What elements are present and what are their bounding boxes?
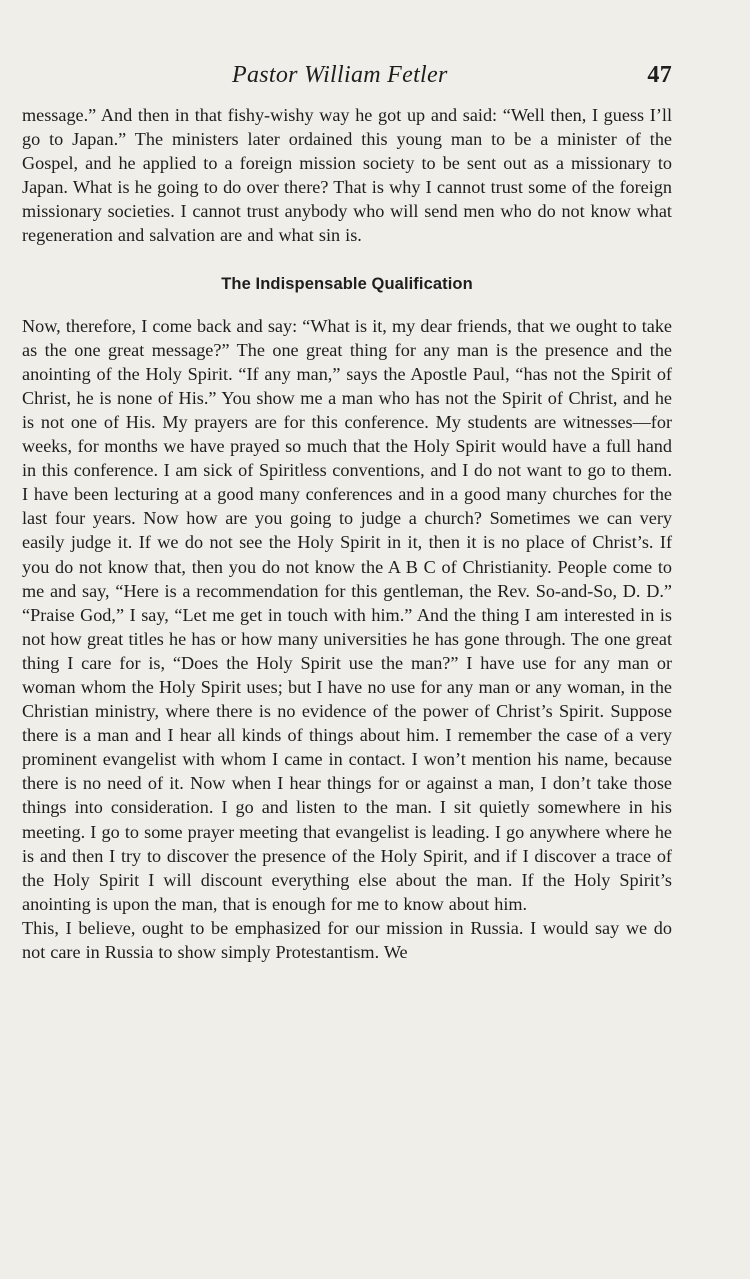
page-number: 47: [647, 62, 672, 88]
section-heading: The Indispensable Qualification: [221, 274, 473, 293]
paragraph-3: This, I believe, ought to be emphasized for our mission in Russia. I would say we do not care in Russia to show simply Protestantism. We: [22, 917, 672, 962]
paragraph-2: Now, therefore, I come back and say: “What is it, my dear friends, that we ought to take as the one great message?” The one great thing for any man is the presence and the anointing of the Holy Spirit. “If any man,” says the Apostle Paul, “has not the Spirit of Christ, he is none of His.” You show me a man who has not the Spirit of Christ, and he is not one of His. My prayers are for this conference. My students are witnesses—for weeks, for months we have prayed so much that the Holy Spirit would have a full hand in this conference. I am sick of Spiritless conventions, and I do not want to go to them. I have been lecturing at a good many conferences and in a good many churches for the last four years. Now how are you going to judge a church? Sometimes we can very easily judge it. If we do not see the Holy Spirit in it, then it is no place of Christ’s. If you do not know that, then you do not know the A B C of Christianity. People come to me and say, “Here is a recommendation for this gentleman, the Rev. So-and-So, D. D.” “Praise God,” I say, “Let me get in touch with him.” And the thing I am interested in is not how great titles he has or how many universities he has gone through. The one great thing I care for is, “Does the Holy Spirit use the man?” I have use for any man or woman whom the Holy Spirit uses; but I have no use for any man or any woman, in the Christian ministry, where there is no evidence of the power of Christ’s Spirit. Suppose there is a man and I hear all kinds of things about him. I remember the case of a very prominent evangelist with whom I came in contact. I won’t mention his name, because there is no need of it. Now when I hear things for or against a man, I don’t take those things into consideration. I go and listen to the man. I sit quietly somewhere in his meeting. I go to some prayer meeting that evangelist is leading. I go anywhere where he is and then I try to discover the presence of the Holy Spirit, and if I discover a trace of the Holy Spirit I will discount everything else about the man. If the Holy Spirit’s anointing is upon the man, that is enough for me to know about him.: [22, 315, 672, 914]
book-page: [22, 58, 672, 964]
running-title: Pastor William Fetler: [232, 62, 448, 88]
running-head: [22, 58, 672, 92]
paragraph-1: message.” And then in that fishy-wishy way he got up and said: “Well then, I guess I’ll go to Japan.” The ministers later ordained this young man to be a minister of the Gospel, and he applied to a foreign mission society to be sent out as a missionary to Japan. What is he going to do over there? That is why I cannot trust some of the foreign missionary societies. I cannot trust anybody who will send men who do not know what regeneration and salvation are and what sin is.: [22, 105, 672, 246]
